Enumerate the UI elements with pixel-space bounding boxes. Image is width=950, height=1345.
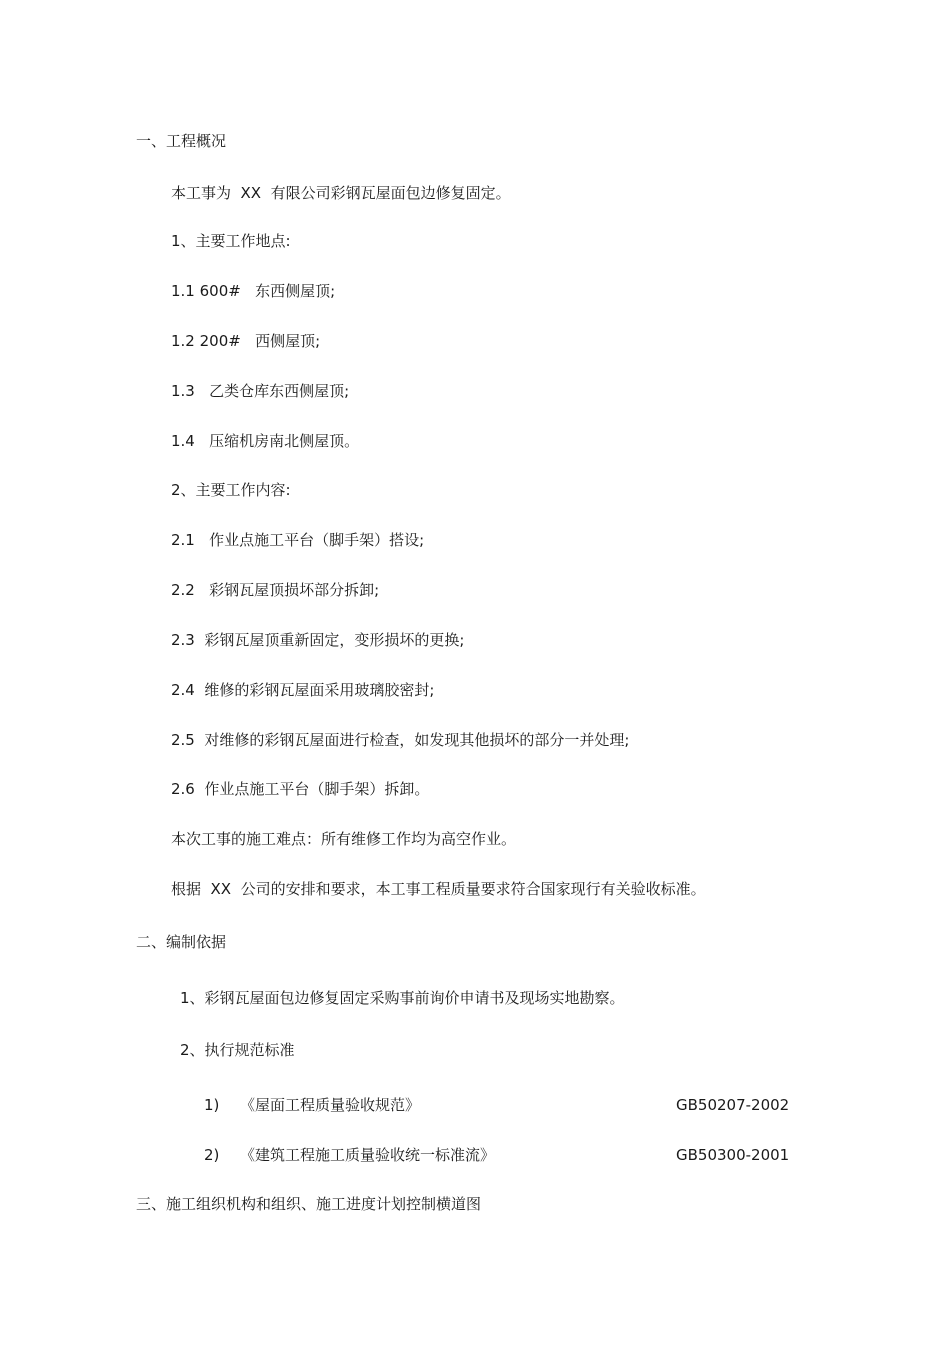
standard-name: 《建筑工程施工质量验收统一标准流》 xyxy=(240,1146,496,1164)
standard-number: 2) xyxy=(204,1146,220,1164)
content-item: 2.6 作业点施工平台（脚手架）拆卸。 xyxy=(171,780,430,798)
standard-row xyxy=(0,1145,950,1165)
section-heading-basis: 二、编制依据 xyxy=(136,933,227,951)
difficulty-text: 本次工事的施工难点：所有维修工作均为高空作业。 xyxy=(171,830,517,848)
quality-text: 根据 XX 公司的安排和要求，本工事工程质量要求符合国家现行有关验收标准。 xyxy=(171,880,706,898)
content-item: 2.1 作业点施工平台（脚手架）搭设; xyxy=(171,531,425,549)
content-item: 2.2 彩钢瓦屋顶损坏部分拆卸; xyxy=(171,581,380,599)
content-item: 2.3 彩钢瓦屋顶重新固定，变形损坏的更换; xyxy=(171,631,465,649)
location-item: 1.4 压缩机房南北侧屋顶。 xyxy=(171,432,360,450)
location-item: 1.2 200# 西侧屋顶; xyxy=(171,332,321,350)
section-heading-organization: 三、施工组织机构和组织、施工进度计划控制横道图 xyxy=(136,1195,482,1213)
overview-intro: 本工事为 XX 有限公司彩钢瓦屋面包边修复固定。 xyxy=(171,184,511,202)
standard-name: 《屋面工程质量验收规范》 xyxy=(240,1096,421,1114)
contents-title: 2、主要工作内容: xyxy=(171,481,291,499)
location-item: 1.1 600# 东西侧屋顶; xyxy=(171,282,336,300)
standard-code: GB50207-2002 xyxy=(676,1096,790,1114)
section-heading-overview: 一、工程概况 xyxy=(136,132,227,150)
basis-item-2: 2、执行规范标准 xyxy=(180,1041,295,1059)
basis-item-1: 1、彩钢瓦屋面包边修复固定采购事前询价申请书及现场实地勘察。 xyxy=(180,989,625,1007)
standard-code: GB50300-2001 xyxy=(676,1146,790,1164)
locations-title: 1、主要工作地点: xyxy=(171,232,291,250)
location-item: 1.3 乙类仓库东西侧屋顶; xyxy=(171,382,350,400)
standard-row xyxy=(0,1095,950,1115)
content-item: 2.4 维修的彩钢瓦屋面采用玻璃胶密封; xyxy=(171,681,435,699)
content-item: 2.5 对维修的彩钢瓦屋面进行检查，如发现其他损坏的部分一并处理; xyxy=(171,731,630,749)
standard-number: 1) xyxy=(204,1096,220,1114)
